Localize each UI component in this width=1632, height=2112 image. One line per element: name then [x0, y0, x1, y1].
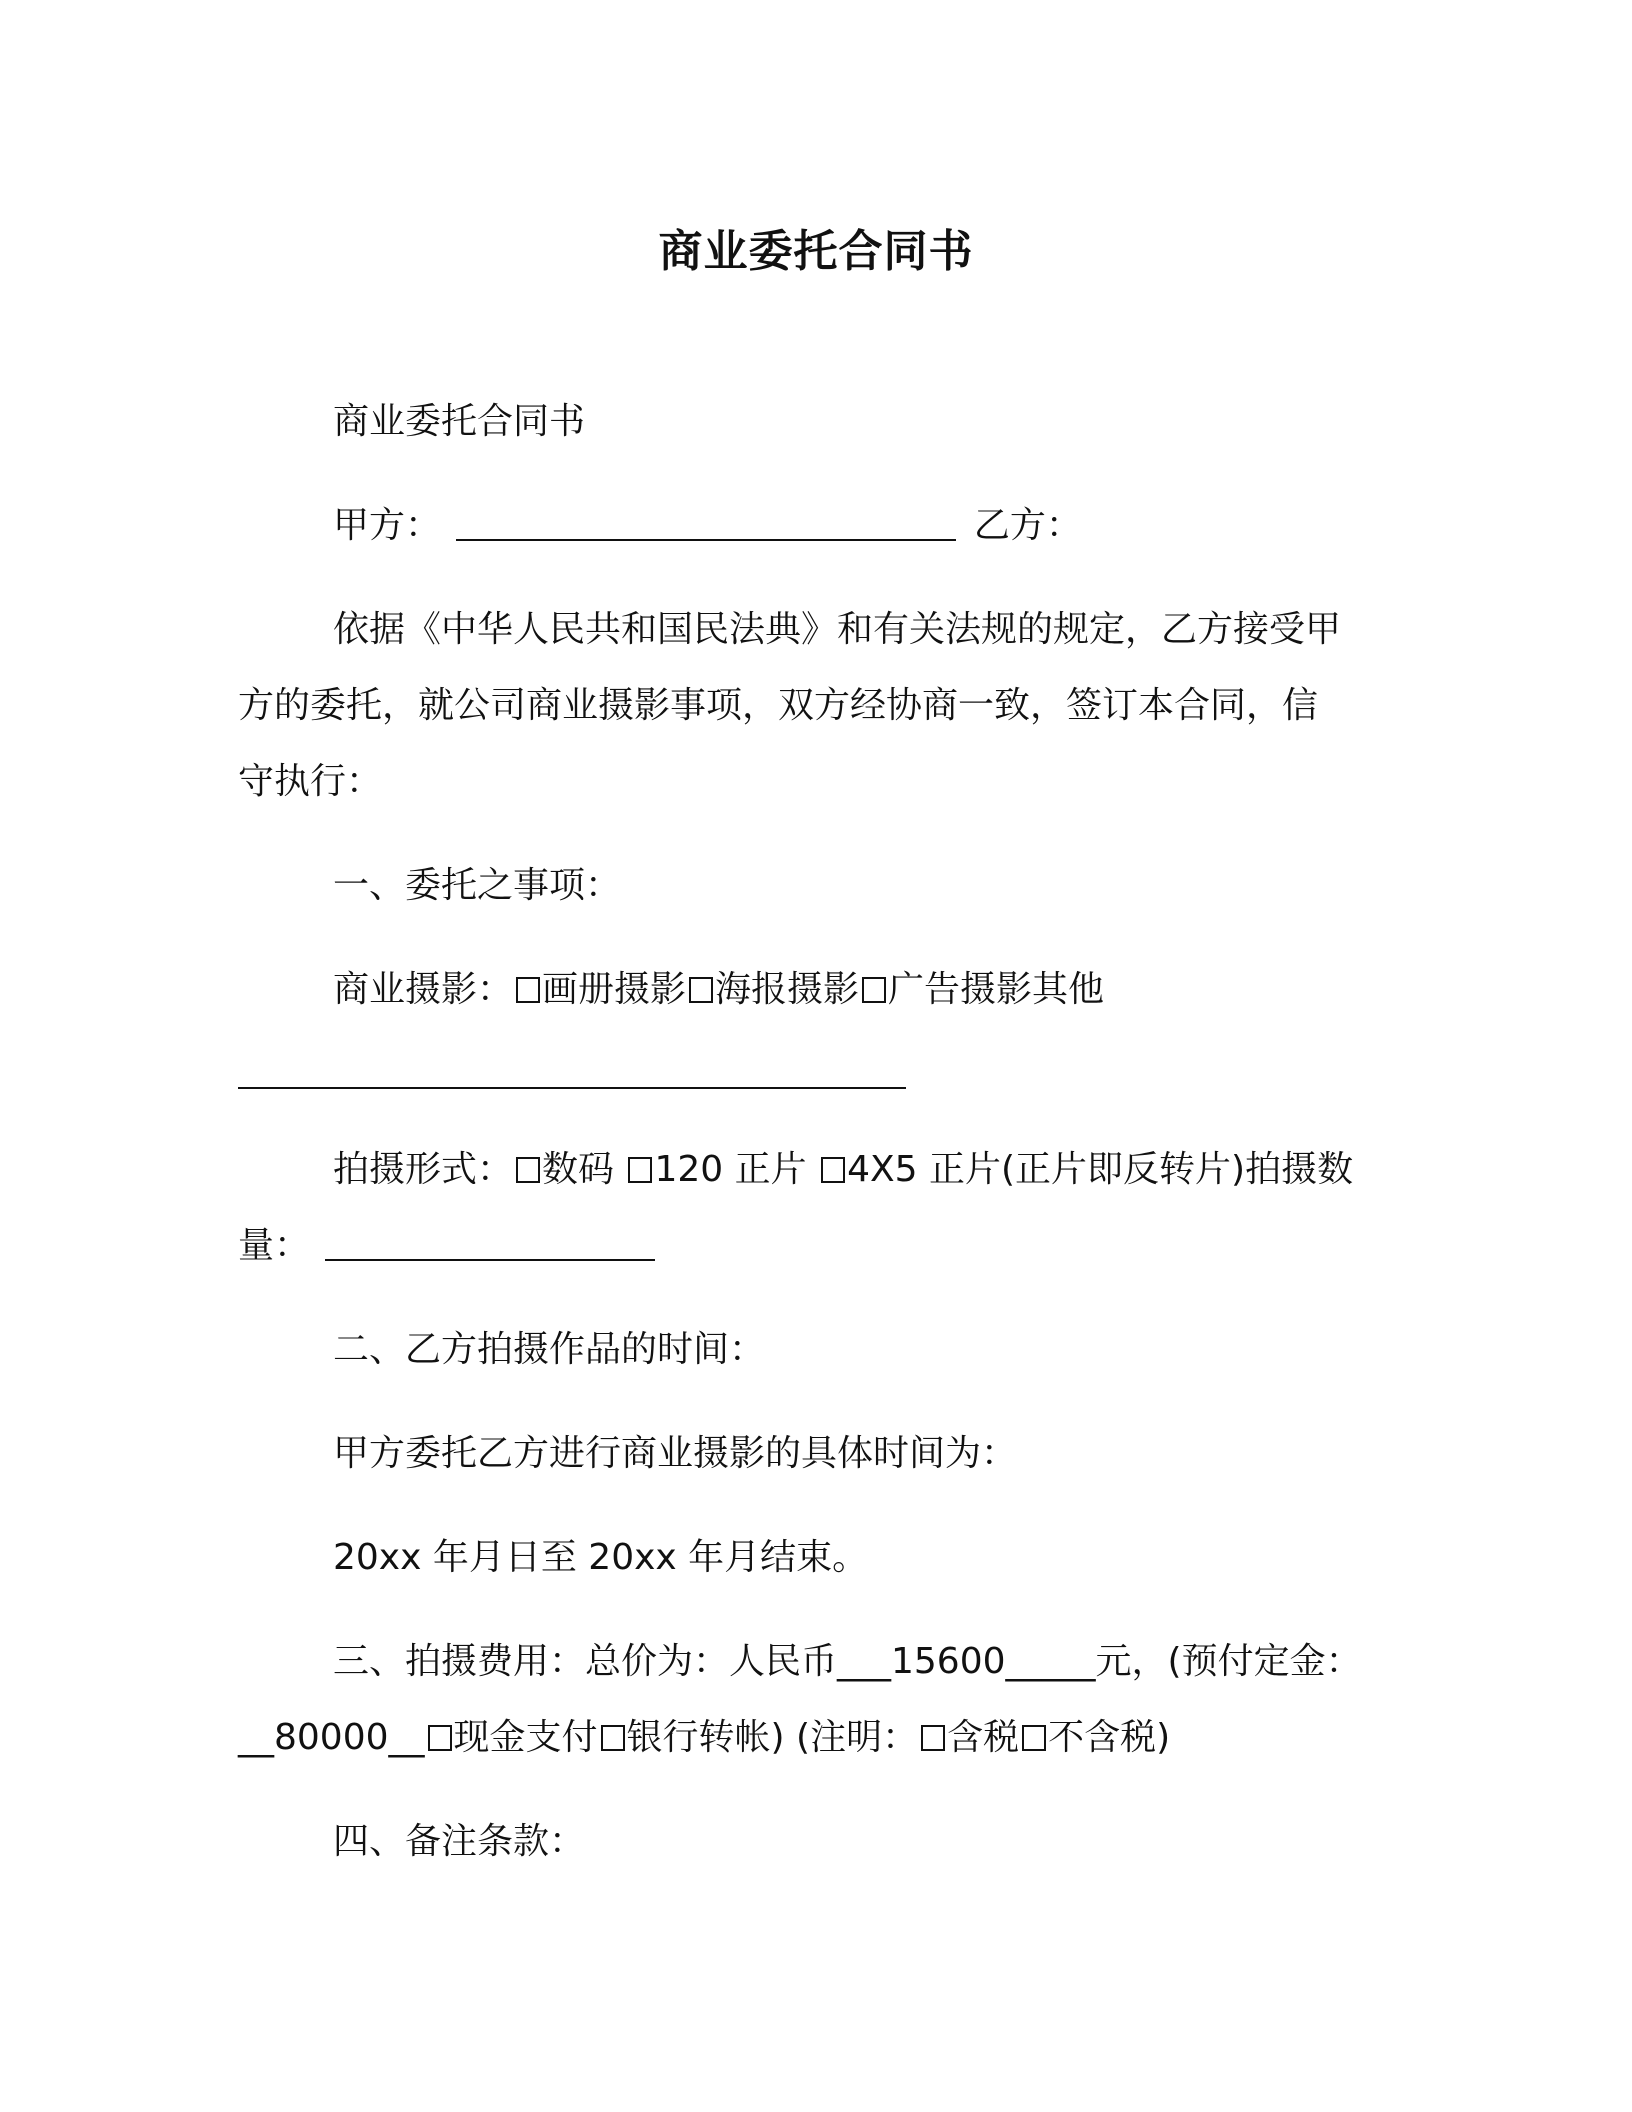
album-checkbox[interactable] [516, 977, 540, 1003]
section-2-line-1: 甲方委托乙方进行商业摄影的具体时间为： [333, 1433, 1018, 1474]
intro-line-1: 依据《中华人民共和国民法典》和有关法规的规定，乙方接受甲 [333, 609, 1342, 650]
shooting-form-line [333, 1146, 1353, 1194]
parties-line [333, 502, 1082, 550]
ad-checkbox[interactable] [862, 977, 886, 1003]
quantity-line [238, 1222, 655, 1270]
party-a-blank [456, 505, 956, 541]
poster-checkbox[interactable] [689, 977, 713, 1003]
bank-checkbox[interactable] [601, 1725, 625, 1751]
quantity-blank [325, 1225, 655, 1261]
4x5-checkbox[interactable] [821, 1157, 845, 1183]
deposit-amount: __80000__ [238, 1717, 425, 1758]
tax-included-checkbox[interactable] [921, 1725, 945, 1751]
party-b-label: 乙方： [973, 505, 1082, 546]
section-2-title: 二、乙方拍摄作品的时间： [333, 1329, 766, 1370]
4x5-option-label: 4X5 正片(正片即反转片)拍摄数 [847, 1149, 1354, 1190]
party-a-label: 甲方： [333, 505, 442, 546]
shooting-form-label: 拍摄形式： [333, 1149, 514, 1190]
digital-option-label: 数码 [542, 1149, 626, 1190]
cash-checkbox[interactable] [428, 1725, 452, 1751]
tax-excluded-checkbox[interactable] [1022, 1725, 1046, 1751]
commercial-photo-label: 商业摄影： [333, 969, 514, 1010]
document-title: 商业委托合同书 [658, 226, 974, 277]
120-checkbox[interactable] [628, 1157, 652, 1183]
tax-excluded-label: 不含税) [1048, 1717, 1171, 1758]
120-option-label: 120 正片 [654, 1149, 819, 1190]
commercial-photo-line [333, 966, 1104, 1014]
poster-option-label: 海报摄影 [715, 969, 860, 1010]
other-blank [238, 1053, 906, 1089]
document-heading: 商业委托合同书 [333, 401, 586, 442]
section-3-line-2 [238, 1714, 1170, 1762]
album-option-label: 画册摄影 [542, 969, 687, 1010]
digital-checkbox[interactable] [516, 1157, 540, 1183]
section-2-line-2: 20xx 年月日至 20xx 年月结束。 [333, 1537, 869, 1578]
other-blank-line [238, 1050, 906, 1098]
intro-line-3: 守执行： [238, 761, 383, 802]
bank-option-label: 银行转帐) (注明： [626, 1717, 919, 1758]
section-1-title: 一、委托之事项： [333, 865, 622, 906]
ad-option-label: 广告摄影其他 [888, 969, 1105, 1010]
section-3-line-1: 三、拍摄费用：总价为：人民币___15600_____元，(预付定金： [333, 1641, 1362, 1682]
cash-option-label: 现金支付 [453, 1717, 598, 1758]
quantity-label: 量： [238, 1225, 311, 1266]
intro-line-2: 方的委托，就公司商业摄影事项，双方经协商一致，签订本合同，信 [238, 685, 1319, 726]
tax-included-label: 含税 [947, 1717, 1020, 1758]
section-4-title: 四、备注条款： [333, 1821, 586, 1862]
